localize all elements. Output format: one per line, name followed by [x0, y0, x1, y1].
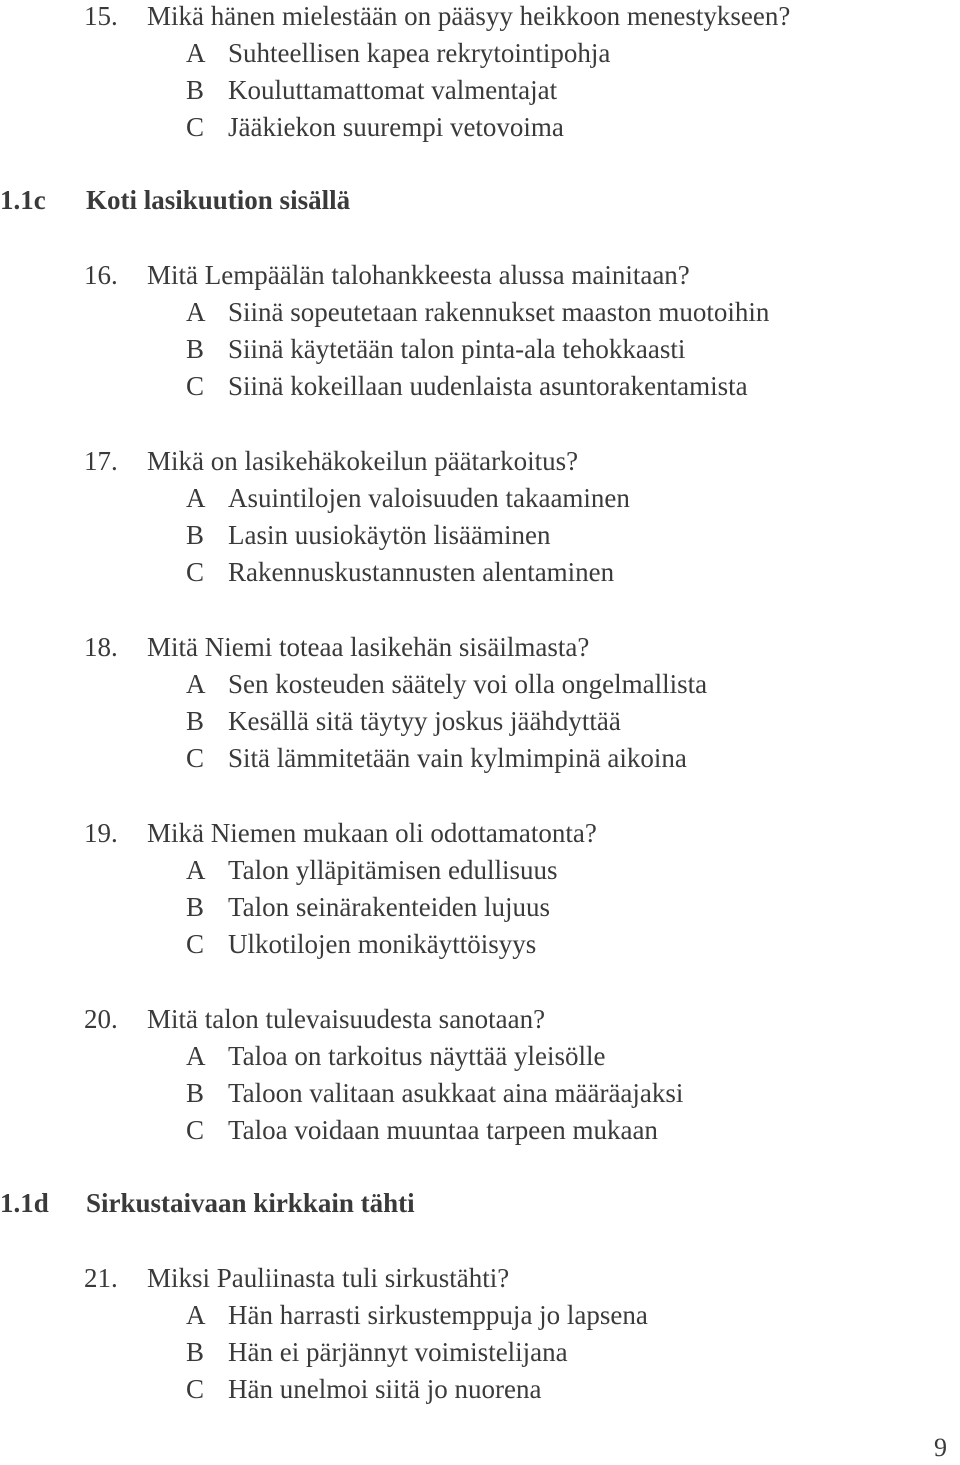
option-text: Lasin uusiokäytön lisääminen	[228, 520, 551, 550]
option-text: Sitä lämmitetään vain kylmimpinä aikoina	[228, 743, 687, 773]
question-text: Mitä Niemi toteaa lasikehän sisäilmasta?	[147, 632, 590, 662]
option-text: Siinä käytetään talon pinta-ala tehokkaasti	[228, 334, 686, 364]
option-letter: C	[186, 929, 205, 959]
option-text: Kouluttamattomat valmentajat	[228, 75, 558, 105]
option-text: Hän unelmoi siitä jo nuorena	[228, 1374, 542, 1404]
question-number: 15.	[84, 1, 118, 31]
option-letter: A	[186, 483, 206, 513]
section-title: Sirkustaivaan kirkkain tähti	[86, 1188, 415, 1218]
option-text: Talon ylläpitämisen edullisuus	[228, 855, 558, 885]
question-text: Mikä hänen mielestään on pääsyy heikkoon menestykseen?	[147, 1, 791, 31]
option-text: Taloa on tarkoitus näyttää yleisölle	[228, 1041, 606, 1071]
option-text: Talon seinärakenteiden lujuus	[228, 892, 551, 922]
question-number: 21.	[84, 1263, 118, 1293]
option-letter: A	[186, 855, 206, 885]
option-text: Rakennuskustannusten alentaminen	[228, 557, 615, 587]
option-letter: C	[186, 557, 205, 587]
question-text: Mikä on lasikehäkokeilun päätarkoitus?	[147, 446, 579, 476]
option-text: Asuintilojen valoisuuden takaaminen	[228, 483, 630, 513]
option-letter: A	[186, 297, 206, 327]
option-letter: A	[186, 38, 206, 68]
section-number: 1.1c	[0, 185, 46, 215]
option-letter: B	[186, 892, 205, 922]
question-text: Miksi Pauliinasta tuli sirkustähti?	[147, 1263, 510, 1293]
option-text: Hän ei pärjännyt voimistelijana	[228, 1337, 568, 1367]
option-letter: B	[186, 334, 205, 364]
option-text: Kesällä sitä täytyy joskus jäähdyttää	[228, 706, 621, 736]
question-number: 16.	[84, 260, 118, 290]
option-text: Siinä kokeillaan uudenlaista asuntorakentamista	[228, 371, 748, 401]
question-number: 18.	[84, 632, 118, 662]
option-letter: C	[186, 371, 205, 401]
option-text: Jääkiekon suurempi vetovoima	[228, 112, 564, 142]
option-letter: B	[186, 1337, 205, 1367]
section-number: 1.1d	[0, 1188, 49, 1218]
section-title: Koti lasikuution sisällä	[86, 185, 351, 215]
option-letter: C	[186, 1374, 205, 1404]
option-letter: C	[186, 112, 205, 142]
option-text: Taloon valitaan asukkaat aina määräajaksi	[228, 1078, 684, 1108]
option-letter: C	[186, 1115, 205, 1145]
option-text: Siinä sopeutetaan rakennukset maaston muotoihin	[228, 297, 770, 327]
option-letter: A	[186, 1300, 206, 1330]
question-number: 19.	[84, 818, 118, 848]
option-letter: A	[186, 669, 206, 699]
question-text: Mikä Niemen mukaan oli odottamatonta?	[147, 818, 597, 848]
question-number: 17.	[84, 446, 118, 476]
option-letter: A	[186, 1041, 206, 1071]
option-text: Suhteellisen kapea rekrytointipohja	[228, 38, 611, 68]
option-text: Sen kosteuden säätely voi olla ongelmallista	[228, 669, 708, 699]
option-letter: B	[186, 706, 205, 736]
option-letter: C	[186, 743, 205, 773]
option-text: Ulkotilojen monikäyttöisyys	[228, 929, 537, 959]
page-number: 9	[934, 1433, 947, 1462]
option-text: Taloa voidaan muuntaa tarpeen mukaan	[228, 1115, 658, 1145]
option-letter: B	[186, 75, 205, 105]
question-text: Mitä Lempäälän talohankkeesta alussa mainitaan?	[147, 260, 690, 290]
question-text: Mitä talon tulevaisuudesta sanotaan?	[147, 1004, 546, 1034]
option-letter: B	[186, 1078, 205, 1108]
option-text: Hän harrasti sirkustemppuja jo lapsena	[228, 1300, 648, 1330]
option-letter: B	[186, 520, 205, 550]
question-number: 20.	[84, 1004, 118, 1034]
